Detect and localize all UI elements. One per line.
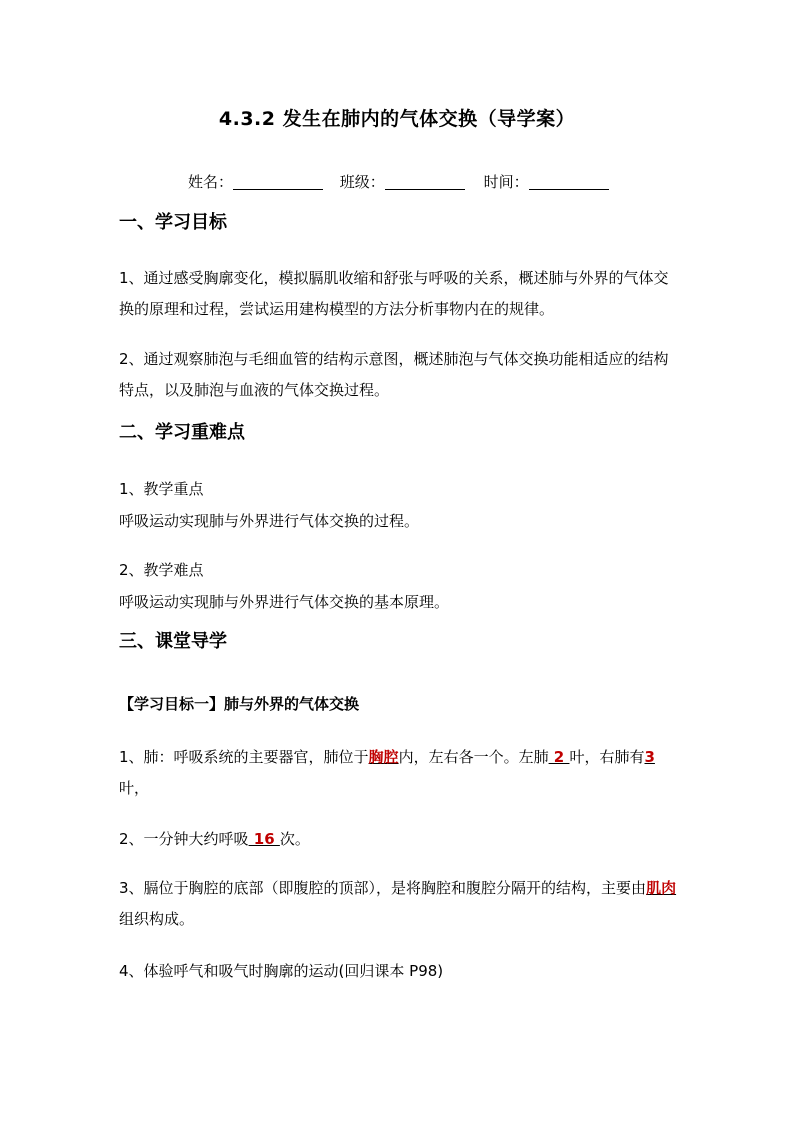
q1-text-b: 内，左右各一个。左肺 bbox=[398, 748, 549, 766]
question-4: 4、体验呼气和吸气时胸廓的运动(回归课本 P98) bbox=[119, 962, 444, 980]
objective-1: 1、通过感受胸廓变化，模拟膈肌收缩和舒张与呼吸的关系，概述肺与外界的气体交换的原理和过程，尝试运用建构模型的方法分析事物内在的规律。 bbox=[119, 269, 669, 318]
class-label: 班级： bbox=[339, 173, 385, 191]
section-heading-guide: 三、课堂导学 bbox=[119, 631, 227, 652]
q1-answer-left-lobes: 2 bbox=[548, 748, 570, 766]
name-blank[interactable] bbox=[233, 174, 323, 190]
time-label: 时间： bbox=[483, 173, 529, 191]
question-3 bbox=[119, 873, 679, 935]
q1-text-c: 叶，右肺有 bbox=[569, 748, 645, 766]
q2-answer-breaths: 16 bbox=[248, 830, 280, 848]
difficulty-label: 2、教学难点 bbox=[119, 561, 204, 579]
document-title: 4.3.2 发生在肺内的气体交换（导学案） bbox=[218, 108, 576, 130]
class-blank[interactable] bbox=[385, 174, 465, 190]
q1-answer-thorax: 胸腔 bbox=[368, 748, 399, 766]
section-heading-objectives: 一、学习目标 bbox=[119, 212, 227, 233]
q2-text-a: 2、一分钟大约呼吸 bbox=[119, 830, 249, 848]
student-info-line bbox=[188, 171, 609, 192]
section-heading-key-points: 二、学习重难点 bbox=[119, 422, 245, 443]
q1-answer-right-lobes: 3 bbox=[644, 748, 655, 766]
name-label: 姓名： bbox=[188, 173, 234, 191]
q3-answer-muscle: 肌肉 bbox=[646, 879, 677, 897]
key-point-label: 1、教学重点 bbox=[119, 480, 204, 498]
objective-2: 2、通过观察肺泡与毛细血管的结构示意图，概述肺泡与气体交换功能相适应的结构特点，以及肺泡与血液的气体交换过程。 bbox=[119, 350, 669, 399]
time-blank[interactable] bbox=[529, 174, 609, 190]
q3-text-b: 组织构成。 bbox=[119, 910, 195, 928]
question-1 bbox=[119, 742, 679, 804]
q2-text-b: 次。 bbox=[279, 830, 310, 848]
q3-text-a: 3、膈位于胸腔的底部（即腹腔的顶部），是将胸腔和腹腔分隔开的结构，主要由 bbox=[119, 879, 647, 897]
question-2 bbox=[119, 828, 310, 849]
q1-text-d: 叶， bbox=[119, 779, 150, 797]
key-point-text: 呼吸运动实现肺与外界进行气体交换的过程。 bbox=[119, 512, 420, 530]
q1-text-a: 1、肺：呼吸系统的主要器官，肺位于 bbox=[119, 748, 369, 766]
difficulty-text: 呼吸运动实现肺与外界进行气体交换的基本原理。 bbox=[119, 593, 450, 611]
goal-1-heading: 【学习目标一】肺与外界的气体交换 bbox=[119, 695, 360, 713]
